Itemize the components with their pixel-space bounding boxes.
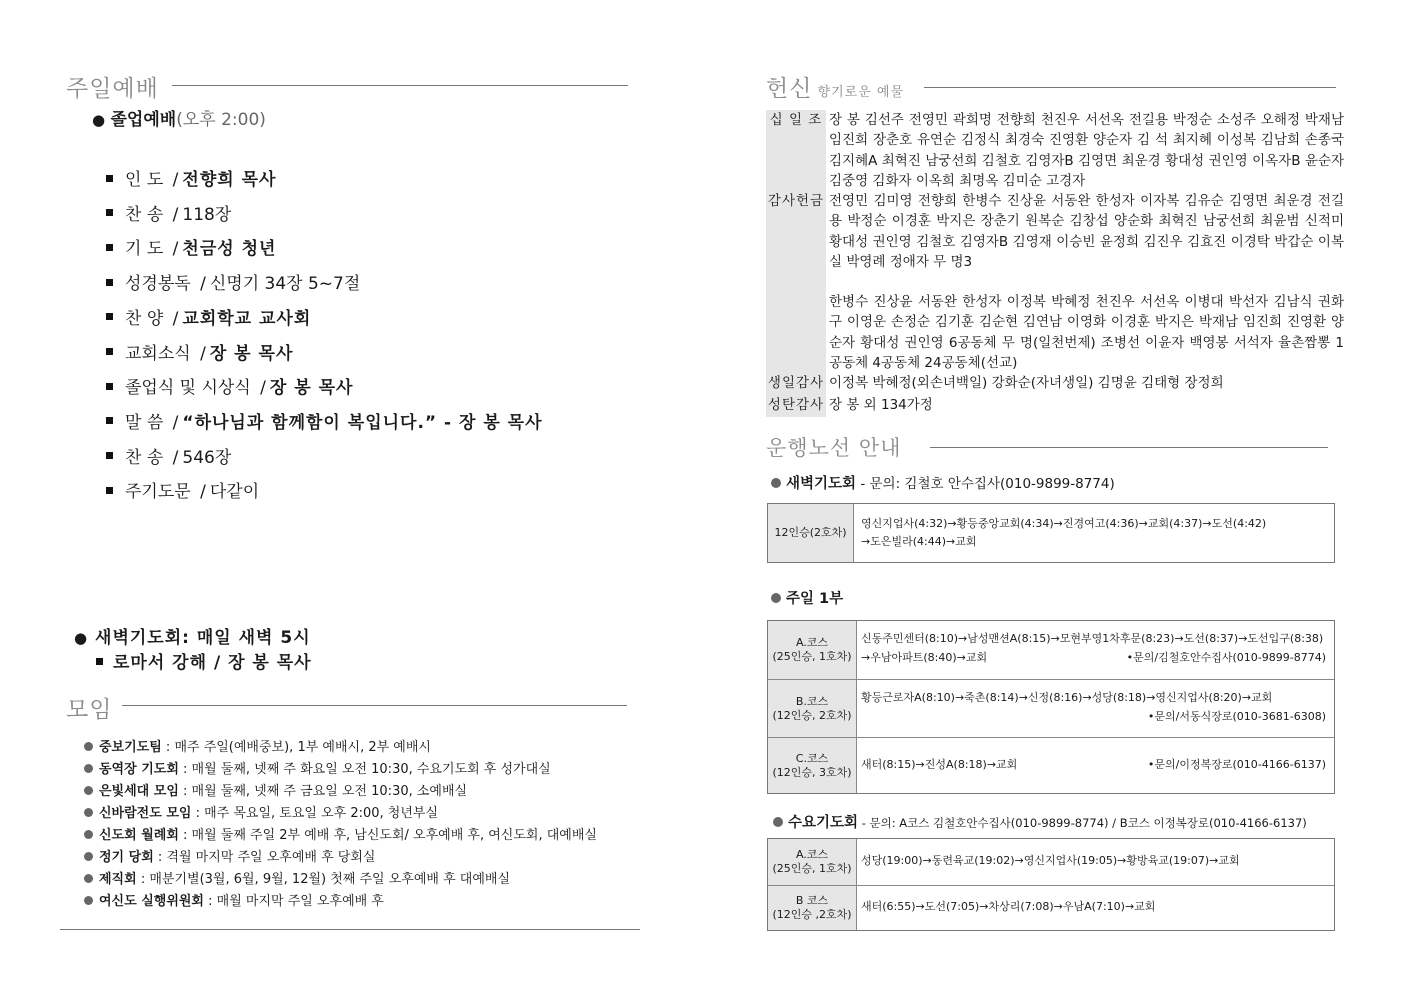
route-vehicle: (12인승, 2호차) <box>772 709 852 722</box>
order-item <box>106 477 259 502</box>
order-label: 찬 송 <box>125 447 164 468</box>
order-item <box>106 443 231 468</box>
wednesday-route-title: 수요기도회 <box>788 815 859 831</box>
meeting-name: 신바람전도 모임 <box>99 806 192 821</box>
route-course: A.코스 <box>795 636 829 649</box>
routes-title-rule <box>930 447 1328 448</box>
table-row <box>768 679 1334 738</box>
order-separator: / <box>172 412 179 433</box>
order-item <box>106 165 276 190</box>
route-label <box>768 886 857 930</box>
bullet-dot <box>84 742 93 751</box>
route-label <box>768 839 857 885</box>
table-row <box>768 504 1334 562</box>
order-item <box>106 304 311 329</box>
offering-names: 이정복 박혜정(외손녀백일) 강화순(자녀생일) 김명윤 김태형 장정희 <box>829 375 1224 391</box>
order-label: 인 도 <box>125 170 164 190</box>
order-value: 장 봉 목사 <box>269 378 354 399</box>
offering-names: 장 봉 김선주 전영민 곽희명 전향희 천진우 서선옥 전길용 박정순 소성주 오해정 박재남 임진희 장춘호 유연순 김정식 최경숙 진영환 양순자 김 석 최지혜 이성복 김남희 손종국 김지혜A 최혁진 남궁선희 김철호 김영자B 김영면 최운경 황대성 권인영 이옥자B 윤순자 김중영 김화자 이옥희 최명옥 김미순 고경자 <box>829 112 1344 189</box>
meeting-name: 제직회 <box>99 872 137 887</box>
route-course: A.코스 <box>795 848 829 861</box>
offering-label: 감사헌금 <box>766 191 826 272</box>
route-inquiry: •문의/서동식장로(010-3681-6308) <box>1147 710 1326 723</box>
wednesday-route-table <box>767 838 1335 931</box>
square-bullet <box>106 279 113 286</box>
dawn-prayer-title: 새벽기도회: 매일 새벽 5시 <box>95 628 311 648</box>
meeting-name: 정기 당회 <box>99 850 154 865</box>
worship-title-rule <box>172 85 628 86</box>
order-separator: / <box>200 274 206 295</box>
square-bullet <box>106 383 113 390</box>
order-label: 주기도문 <box>125 482 191 503</box>
order-item <box>106 373 353 398</box>
route-vehicle: (25인승, 1호차) <box>772 650 852 663</box>
order-value: “하나님과 함께함이 복입니다.” - 장 봉 목사 <box>182 412 543 433</box>
square-bullet <box>106 313 113 320</box>
meeting-detail: : 매월 둘째, 넷째 주 화요일 오전 10:30, 수요기도회 후 성가대실 <box>178 762 551 777</box>
dawn-prayer-sub <box>96 648 312 673</box>
order-value: 다같이 <box>209 482 260 503</box>
bullet-dot <box>84 808 93 817</box>
offering-label: 십 일 조 <box>766 110 826 191</box>
meeting-name: 동역장 기도회 <box>99 762 179 777</box>
meeting-name: 여신도 실행위원회 <box>99 894 204 909</box>
offering-label: 생일감사 <box>766 373 826 395</box>
bullet-dot: ● <box>74 629 89 647</box>
order-separator: / <box>172 170 179 190</box>
route-vehicle: (25인승, 1호차) <box>772 862 852 875</box>
route-course: B.코스 <box>795 695 829 708</box>
list-item <box>84 736 431 755</box>
meeting-detail: : 매월 둘째 주일 2부 예배 후, 남신도회/ 오후예배 후, 여신도회, 대예배실 <box>178 828 597 843</box>
offering-label: 성탄감사 <box>766 395 826 417</box>
route-course: C.코스 <box>795 751 829 765</box>
square-bullet <box>106 417 113 424</box>
sunday-route-title: 주일 1부 <box>786 591 844 607</box>
offering-title: 헌신 <box>766 76 813 102</box>
sunday-route-table <box>767 620 1335 794</box>
route-inquiry: •문의/김철호안수집사(010-9899-8774) <box>1126 651 1326 664</box>
order-separator: / <box>172 239 179 260</box>
order-separator: / <box>200 482 206 503</box>
table-row <box>768 885 1334 930</box>
dawn-route-heading <box>771 472 1115 493</box>
bullet-dot <box>771 478 781 488</box>
order-value: 전향희 목사 <box>182 170 277 190</box>
order-item <box>106 408 543 433</box>
dawn-prayer-heading <box>74 623 311 648</box>
list-item <box>84 758 551 777</box>
meeting-detail: : 매주 주일(예배중보), 1부 예배시, 2부 예배시 <box>161 740 431 755</box>
meetings-section-title: 모임 <box>66 697 113 723</box>
square-bullet <box>106 209 113 216</box>
offering-section-heading <box>766 70 904 103</box>
order-label: 교회소식 <box>125 343 191 364</box>
wednesday-route-heading <box>773 811 1307 832</box>
order-item <box>106 339 293 364</box>
list-item <box>84 824 597 843</box>
left-bottom-rule <box>60 929 640 930</box>
list-item <box>84 802 438 821</box>
list-item <box>84 846 375 865</box>
meeting-name: 신도회 월례회 <box>99 828 179 843</box>
route-line-1: 새터(8:15)→진성A(8:18)→교회 <box>861 758 1018 771</box>
meeting-detail: : 격월 마지막 주일 오후예배 후 당회실 <box>153 850 376 865</box>
route-label-text: 12인승(2호차) <box>774 526 847 539</box>
meeting-detail: : 매월 둘째, 넷째 주 금요일 오전 10:30, 소예배실 <box>178 784 468 799</box>
route-line-1: 영신지업사(4:32)→황등중앙교회(4:34)→진경여고(4:36)→교회(4:37)→도선(4:42) <box>861 517 1267 530</box>
order-separator: / <box>172 204 179 225</box>
table-row <box>768 839 1334 885</box>
wednesday-route-info: - 문의: A코스 김철호안수집사(010-9899-8774) / B코스 이정복장로(010-4166-6137) <box>858 816 1307 830</box>
meeting-name: 은빛세대 모임 <box>99 784 179 799</box>
order-value: 546장 <box>182 447 232 468</box>
bullet-dot <box>84 764 93 773</box>
order-separator: / <box>172 447 179 468</box>
table-row <box>766 110 1346 191</box>
list-item <box>84 890 384 909</box>
order-label: 찬 송 <box>125 204 164 225</box>
offering-names: 전영민 김미영 전향희 한병수 진상윤 서동완 한성자 이자복 김유순 김영면 최운경 전길용 박정순 이경훈 박지은 장춘기 원복순 김창섭 양순화 최혁진 남궁선희 최윤범 신적미 황대성 권인영 김철호 김영자B 김영재 이승빈 윤정희 김진우 김효진 이경탁 박갑순 이복실 박영례 정애자 무 명3 <box>829 193 1344 270</box>
bullet-dot <box>84 896 93 905</box>
order-label: 졸업식 및 시상식 <box>125 378 251 399</box>
route-line-1: 성당(19:00)→동련육교(19:02)→영신지업사(19:05)→황방육교(19:07)→교회 <box>861 854 1240 867</box>
order-value: 장 봉 목사 <box>209 343 294 364</box>
table-row <box>768 621 1334 679</box>
table-row <box>766 395 1346 417</box>
square-bullet <box>106 175 113 182</box>
order-item <box>106 200 231 225</box>
bullet-dot <box>84 786 93 795</box>
route-line-2: →도은빌라(4:44)→교회 <box>861 535 977 548</box>
square-bullet <box>106 348 113 355</box>
order-separator: / <box>200 343 206 364</box>
order-label: 성경봉독 <box>125 274 191 295</box>
order-label: 기 도 <box>125 239 164 260</box>
dawn-route-title: 새벽기도회 <box>786 476 857 492</box>
table-row <box>766 292 1346 373</box>
graduation-time: (오후 2:00) <box>176 110 266 130</box>
meeting-detail: : 매분기별(3월, 6월, 9월, 12월) 첫째 주일 오후예배 후 대예배실 <box>136 872 511 887</box>
offering-names: 한병수 진상윤 서동완 한성자 이정복 박혜정 천진우 서선옥 이병대 박선자 김남식 권화구 이영운 손정순 김기훈 김순현 김연남 이영화 이경훈 박지은 박재남 임진희 진영환 양순자 황대성 권인영 6공동체 무 명(일천번제) 조병선 이윤자 백영봉 서석자 율촌짬뽕 1공동체 4공동체 24공동체(선교) <box>829 294 1344 371</box>
route-label <box>768 504 854 562</box>
route-vehicle: (12인승, 3호차) <box>772 765 852 779</box>
offering-subtitle: 향기로운 예물 <box>817 85 905 100</box>
route-label <box>768 738 857 793</box>
square-bullet <box>106 244 113 251</box>
meeting-detail: : 매주 목요일, 토요일 오후 2:00, 청년부실 <box>191 806 439 821</box>
square-bullet <box>106 487 113 494</box>
route-line-2: →우남아파트(8:40)→교회 <box>861 651 988 664</box>
route-line-1: 황등근로자A(8:10)→죽촌(8:14)→신정(8:16)→성당(8:18)→영신지업사(8:20)→교회 <box>861 691 1273 704</box>
route-label <box>768 621 857 679</box>
table-row <box>766 373 1346 395</box>
table-row <box>768 737 1334 793</box>
order-value: 118장 <box>182 204 232 225</box>
dawn-route-table <box>767 503 1335 563</box>
meeting-name: 중보기도팀 <box>99 740 162 755</box>
sunday-route-heading <box>771 587 843 608</box>
bullet-dot <box>84 852 93 861</box>
routes-section-title: 운행노선 안내 <box>766 436 902 460</box>
order-value: 교회학교 교사회 <box>182 308 312 329</box>
order-item <box>106 269 360 294</box>
order-value: 천금성 청년 <box>182 239 277 260</box>
route-inquiry: •문의/이정복장로(010-4166-6137) <box>1147 758 1326 771</box>
route-line-1: 신동주민센터(8:10)→남성맨션A(8:15)→모현부영1차후문(8:23)→도선(8:37)→도선입구(8:38) <box>861 632 1324 645</box>
offering-title-rule <box>924 87 1336 88</box>
graduation-title: 졸업예배 <box>110 110 177 130</box>
route-label <box>768 680 857 738</box>
bullet-dot: ● <box>92 111 106 129</box>
square-bullet <box>96 658 103 665</box>
offering-names: 장 봉 외 134가정 <box>829 397 933 413</box>
order-item <box>106 234 276 259</box>
table-row <box>766 191 1346 272</box>
order-label: 찬 양 <box>125 308 164 329</box>
bullet-dot <box>84 830 93 839</box>
meeting-detail: : 매월 마지막 주일 오후예배 후 <box>204 894 384 909</box>
list-item <box>84 780 467 799</box>
order-label: 말 씀 <box>125 412 164 433</box>
bullet-dot <box>84 874 93 883</box>
bullet-dot <box>771 593 781 603</box>
bullet-dot <box>773 817 783 827</box>
list-item <box>84 868 510 887</box>
square-bullet <box>106 452 113 459</box>
route-course: B 코스 <box>795 894 829 907</box>
order-separator: / <box>172 308 179 329</box>
worship-section-title: 주일예배 <box>66 76 159 102</box>
dawn-prayer-subtitle: 로마서 강해 / 장 봉 목사 <box>113 653 312 673</box>
graduation-service-heading <box>92 105 266 130</box>
order-separator: / <box>260 378 266 399</box>
order-value: 신명기 34장 5~7절 <box>209 274 361 295</box>
meetings-title-rule <box>122 705 627 706</box>
dawn-route-info: - 문의: 김철호 안수집사(010-9899-8774) <box>856 476 1115 492</box>
route-line-1: 새터(6:55)→도선(7:05)→차상리(7:08)→우남A(7:10)→교회 <box>861 900 1156 913</box>
offering-label <box>766 272 826 373</box>
route-vehicle: (12인승 ,2호차) <box>772 908 852 921</box>
